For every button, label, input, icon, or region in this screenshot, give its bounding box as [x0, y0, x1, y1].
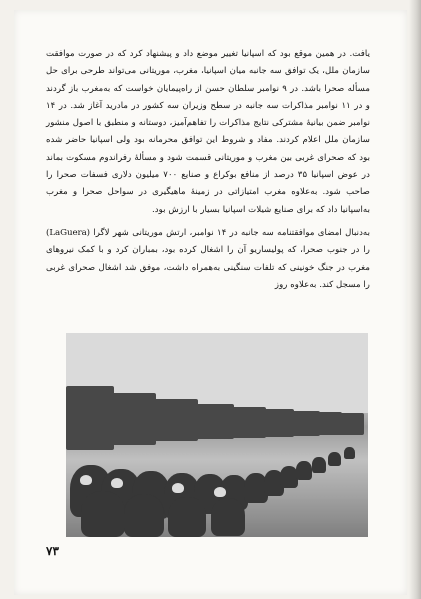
body-text	[46, 46, 370, 294]
seated-soldier	[328, 452, 341, 466]
truck	[150, 399, 198, 441]
paragraph-2: به‌دنبال امضای موافقتنامه سه جانبه در ۱۴ نوامبر، ارتش موریتانی شهر لاگرا (LaGuera) را در جنوب صحرا، که پولیساریو آن را اشغال کرده بود، بمباران کرد و با کمک نیروهای مغرب در جنگ خونینی که تلفات سنگینی به‌همراه داشت، موفق شد اشغال صحرای غربی را مسجل کند. به‌علاوه روز	[46, 227, 371, 290]
seated-soldier	[124, 494, 164, 537]
page-edge-shadow	[409, 0, 421, 599]
seated-soldier	[211, 498, 245, 536]
seated-soldier	[81, 491, 125, 537]
seated-soldier	[296, 461, 312, 480]
soldier-head-cover	[111, 478, 123, 488]
page-number: ۷۳	[46, 544, 59, 558]
seated-soldier	[168, 497, 206, 537]
paragraph-1: یافت. در همین موقع بود که اسپانیا تغییر موضع داد و پیشنهاد کرد که در صورت موافقت سازمان ملل، یک توافق سه جانبه میان اسپانیا، مغرب، موریتانی می‌تواند طرحی برای حل مسأله صحرا باشد. در ۹ نوامبر سلطان حسن از راه‌پیمایان خواست که به‌مغرب باز گردند و در ۱۱ نوامبر مذاکرات سه جانبه در سطح وزیران سه کشور در مادرید آغاز شد. در ۱۴ نوامبر ضمن بیانیهٔ مشترکی نتایج مذاکرات را تفاهم‌آمیز، دوستانه و منطبق با اصول منشور سازمان ملل اعلام کردند. مفاد و شروط این توافق محرمانه بود ولی اسپانیا حاضر شده بود که صحرای غربی بین مغرب و موریتانی قسمت شود و مسألهٔ رفراندوم مسکوت بماند در عوض اسپانیا ۳۵ درصد از منافع بوکراع و صنایع ۷۰۰ میلیون دلاری فسفات صحرا را صاحب شود. به‌علاوه مغرب امتیازاتی در زمینهٔ ماهیگیری در سواحل صحرا و مغرب به‌اسپانیا داد که برای صنایع شیلات اسپانیا بسیار با ارزش بود.	[46, 49, 370, 215]
truck	[102, 393, 156, 445]
soldier-head-cover	[172, 483, 184, 493]
seated-soldier	[344, 447, 355, 459]
truck	[338, 413, 364, 435]
truck	[260, 409, 294, 437]
soldier-head-cover	[214, 487, 226, 497]
soldier-head-cover	[80, 475, 92, 485]
photo-troops-with-trucks	[66, 333, 368, 537]
seated-soldier	[312, 457, 326, 473]
